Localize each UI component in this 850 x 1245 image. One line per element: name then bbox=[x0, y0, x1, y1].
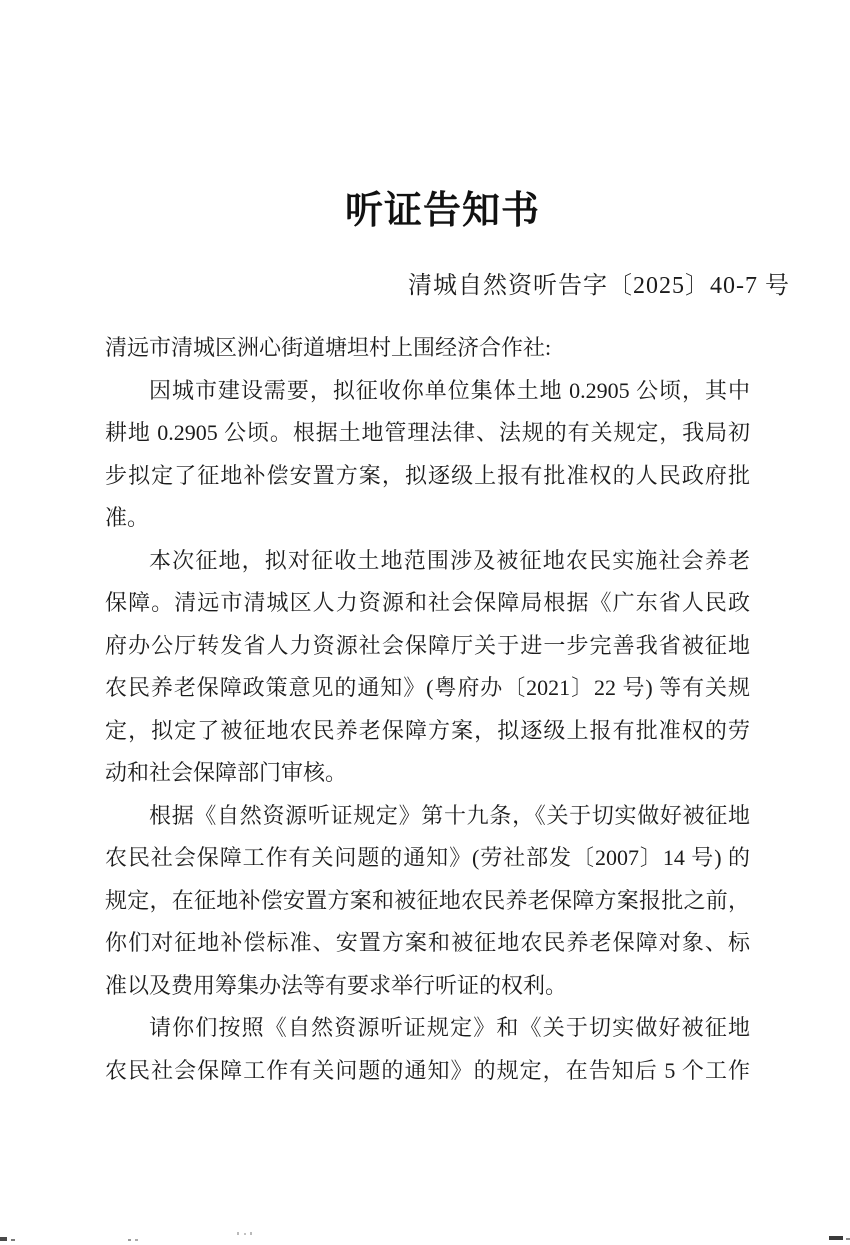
body-line: 根据《自然资源听证规定》第十九条，《关于切实做好被征地 bbox=[149, 802, 750, 828]
body-line: 你们对征地补偿标准、安置方案和被征地农民养老保障对象、标 bbox=[105, 930, 750, 955]
scan-artifact bbox=[11, 1239, 15, 1241]
body-line: 准。 bbox=[105, 505, 150, 530]
body-line: 农民养老保障政策意见的通知》(粤府办〔2021〕22 号) 等有关规 bbox=[105, 675, 750, 700]
body-line: 准以及费用筹集办法等有要求举行听证的权利。 bbox=[105, 972, 568, 998]
body-line: 府办公厅转发省人力资源社会保障厅关于进一步完善我省被征地 bbox=[105, 632, 750, 658]
body-line: 保障。清远市清城区人力资源和社会保障局根据《广东省人民政 bbox=[105, 590, 750, 615]
body-line: 农民社会保障工作有关问题的通知》(劳社部发〔2007〕14 号) 的 bbox=[105, 845, 750, 870]
scan-artifact bbox=[237, 1232, 239, 1235]
body-line: 本次征地，拟对征收土地范围涉及被征地农民实施社会养老 bbox=[149, 547, 750, 573]
body-line: 规定，在征地补偿安置方案和被征地农民养老保障方案报批之前， bbox=[105, 887, 750, 913]
body-line: 农民社会保障工作有关问题的通知》的规定，在告知后 5 个工作 bbox=[105, 1057, 750, 1083]
document-reference-number: 清城自然资听告字〔2025〕40-7 号 bbox=[408, 273, 790, 299]
scan-artifact bbox=[829, 1236, 843, 1240]
scan-artifact bbox=[135, 1239, 138, 1241]
scan-artifact bbox=[0, 1237, 7, 1241]
scan-artifact bbox=[244, 1233, 246, 1235]
body-line: 耕地 0.2905 公顷。根据土地管理法律、法规的有关规定，我局初 bbox=[105, 420, 750, 445]
scan-artifact bbox=[250, 1232, 252, 1235]
body-line: 动和社会保障部门审核。 bbox=[105, 760, 348, 785]
body-line: 定，拟定了被征地农民养老保障方案，拟逐级上报有批准权的劳 bbox=[105, 717, 750, 743]
body-line: 因城市建设需要，拟征收你单位集体土地 0.2905 公顷，其中 bbox=[149, 377, 750, 403]
scan-artifact bbox=[846, 1238, 850, 1240]
scan-artifact bbox=[128, 1239, 131, 1241]
document-body bbox=[105, 327, 750, 1092]
body-line: 步拟定了征地补偿安置方案，拟逐级上报有批准权的人民政府批 bbox=[105, 462, 750, 488]
body-line: 请你们按照《自然资源听证规定》和《关于切实做好被征地 bbox=[149, 1015, 750, 1040]
addressee-line: 清远市清城区洲心街道塘坦村上围经济合作社: bbox=[105, 335, 552, 360]
document-title: 听证告知书 bbox=[345, 190, 541, 232]
